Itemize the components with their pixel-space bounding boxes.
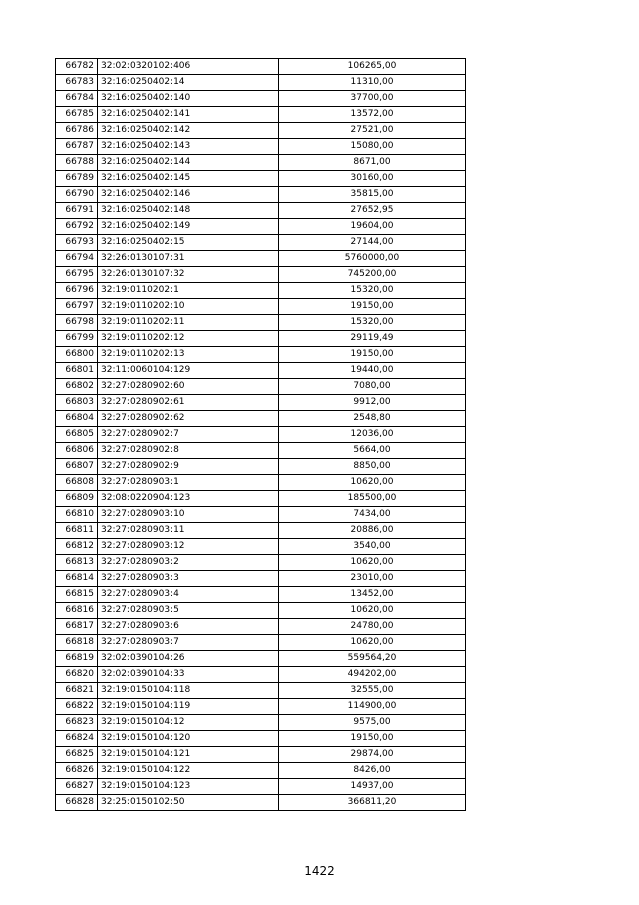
table-row [56,427,466,443]
row-number-cell: 66807 [56,459,98,475]
cadastral-value-cell: 7434,00 [279,507,466,523]
cadastral-number-cell: 32:16:0250402:146 [98,187,279,203]
cadastral-value-cell: 14937,00 [279,779,466,795]
cadastral-value-cell: 12036,00 [279,427,466,443]
cadastral-value-cell: 745200,00 [279,267,466,283]
cadastral-number-cell: 32:16:0250402:15 [98,235,279,251]
table-row [56,299,466,315]
cadastral-number-cell: 32:11:0060104:129 [98,363,279,379]
cadastral-value-cell: 10620,00 [279,475,466,491]
row-number-cell: 66782 [56,59,98,75]
cadastral-number-cell: 32:19:0150104:118 [98,683,279,699]
table-row [56,619,466,635]
row-number-cell: 66826 [56,763,98,779]
cadastral-number-cell: 32:19:0110202:13 [98,347,279,363]
row-number-cell: 66791 [56,203,98,219]
table-row [56,683,466,699]
row-number-cell: 66795 [56,267,98,283]
cadastral-number-cell: 32:02:0390104:26 [98,651,279,667]
table-row [56,715,466,731]
row-number-cell: 66820 [56,667,98,683]
row-number-cell: 66825 [56,747,98,763]
row-number-cell: 66792 [56,219,98,235]
cadastral-number-cell: 32:16:0250402:142 [98,123,279,139]
cadastral-number-cell: 32:02:0390104:33 [98,667,279,683]
row-number-cell: 66787 [56,139,98,155]
cadastral-value-cell: 15320,00 [279,315,466,331]
cadastral-value-cell: 27521,00 [279,123,466,139]
row-number-cell: 66827 [56,779,98,795]
cadastral-number-cell: 32:19:0150104:123 [98,779,279,795]
cadastral-number-cell: 32:27:0280903:10 [98,507,279,523]
row-number-cell: 66789 [56,171,98,187]
table-row [56,747,466,763]
table-row [56,203,466,219]
cadastral-value-cell: 10620,00 [279,603,466,619]
cadastral-number-cell: 32:27:0280903:11 [98,523,279,539]
cadastral-value-cell: 19150,00 [279,299,466,315]
table-row [56,651,466,667]
row-number-cell: 66828 [56,795,98,811]
cadastral-value-cell: 29119,49 [279,331,466,347]
row-number-cell: 66796 [56,283,98,299]
row-number-cell: 66821 [56,683,98,699]
cadastral-number-cell: 32:08:0220904:123 [98,491,279,507]
cadastral-value-cell: 20886,00 [279,523,466,539]
cadastral-number-cell: 32:19:0110202:11 [98,315,279,331]
row-number-cell: 66797 [56,299,98,315]
row-number-cell: 66824 [56,731,98,747]
cadastral-value-cell: 8671,00 [279,155,466,171]
table-row [56,59,466,75]
row-number-cell: 66785 [56,107,98,123]
table-row [56,187,466,203]
cadastral-value-cell: 30160,00 [279,171,466,187]
row-number-cell: 66823 [56,715,98,731]
row-number-cell: 66815 [56,587,98,603]
table-row [56,395,466,411]
row-number-cell: 66790 [56,187,98,203]
row-number-cell: 66798 [56,315,98,331]
table-row [56,75,466,91]
cadastral-number-cell: 32:19:0150104:12 [98,715,279,731]
table-row [56,603,466,619]
table-row [56,171,466,187]
table-row [56,347,466,363]
cadastral-value-cell: 5664,00 [279,443,466,459]
cadastral-value-cell: 9575,00 [279,715,466,731]
table-row [56,443,466,459]
row-number-cell: 66800 [56,347,98,363]
cadastral-value-cell: 19150,00 [279,731,466,747]
cadastral-number-cell: 32:27:0280903:2 [98,555,279,571]
cadastral-value-cell: 2548,80 [279,411,466,427]
cadastral-value-cell: 29874,00 [279,747,466,763]
table-row [56,523,466,539]
page-number: 1422 [304,864,335,878]
table-row [56,379,466,395]
cadastral-value-cell: 185500,00 [279,491,466,507]
row-number-cell: 66813 [56,555,98,571]
table-row [56,235,466,251]
cadastral-value-cell: 559564,20 [279,651,466,667]
cadastral-number-cell: 32:19:0150104:119 [98,699,279,715]
cadastral-number-cell: 32:16:0250402:143 [98,139,279,155]
row-number-cell: 66811 [56,523,98,539]
cadastral-value-cell: 32555,00 [279,683,466,699]
row-number-cell: 66794 [56,251,98,267]
table-row [56,123,466,139]
row-number-cell: 66818 [56,635,98,651]
table-row [56,315,466,331]
cadastral-value-cell: 15320,00 [279,283,466,299]
cadastral-number-cell: 32:27:0280903:12 [98,539,279,555]
table-row [56,795,466,811]
cadastral-number-cell: 32:27:0280902:60 [98,379,279,395]
cadastral-number-cell: 32:19:0150104:122 [98,763,279,779]
cadastral-value-cell: 13572,00 [279,107,466,123]
row-number-cell: 66817 [56,619,98,635]
cadastral-number-cell: 32:27:0280902:9 [98,459,279,475]
cadastral-number-cell: 32:19:0110202:12 [98,331,279,347]
table-row [56,555,466,571]
cadastral-number-cell: 32:27:0280903:6 [98,619,279,635]
cadastral-value-cell: 27652,95 [279,203,466,219]
cadastral-value-cell: 10620,00 [279,635,466,651]
row-number-cell: 66799 [56,331,98,347]
cadastral-number-cell: 32:16:0250402:144 [98,155,279,171]
cadastral-value-cell: 24780,00 [279,619,466,635]
cadastral-value-cell: 37700,00 [279,91,466,107]
cadastral-number-cell: 32:16:0250402:14 [98,75,279,91]
table-row [56,539,466,555]
cadastral-value-cell: 13452,00 [279,587,466,603]
table-row [56,699,466,715]
table-row [56,331,466,347]
cadastral-number-cell: 32:19:0150104:121 [98,747,279,763]
table-row [56,411,466,427]
row-number-cell: 66801 [56,363,98,379]
row-number-cell: 66816 [56,603,98,619]
cadastral-number-cell: 32:16:0250402:149 [98,219,279,235]
table-row [56,507,466,523]
table-row [56,283,466,299]
cadastral-number-cell: 32:27:0280902:8 [98,443,279,459]
cadastral-number-cell: 32:16:0250402:141 [98,107,279,123]
cadastral-number-cell: 32:27:0280902:62 [98,411,279,427]
table-row [56,107,466,123]
row-number-cell: 66786 [56,123,98,139]
table-row [56,267,466,283]
row-number-cell: 66819 [56,651,98,667]
table-row [56,139,466,155]
cadastral-value-cell: 27144,00 [279,235,466,251]
row-number-cell: 66809 [56,491,98,507]
table-row [56,459,466,475]
cadastral-value-cell: 9912,00 [279,395,466,411]
table-row [56,635,466,651]
cadastral-value-cell: 8850,00 [279,459,466,475]
row-number-cell: 66805 [56,427,98,443]
cadastral-value-cell: 10620,00 [279,555,466,571]
cadastral-number-cell: 32:16:0250402:145 [98,171,279,187]
cadastral-number-cell: 32:25:0150102:50 [98,795,279,811]
table-row [56,763,466,779]
table-row [56,667,466,683]
cadastral-number-cell: 32:19:0110202:1 [98,283,279,299]
row-number-cell: 66814 [56,571,98,587]
row-number-cell: 66810 [56,507,98,523]
cadastral-value-cell: 19604,00 [279,219,466,235]
cadastral-number-cell: 32:19:0150104:120 [98,731,279,747]
row-number-cell: 66783 [56,75,98,91]
table-body [56,59,466,811]
table-row [56,779,466,795]
cadastral-value-table [55,58,466,811]
row-number-cell: 66812 [56,539,98,555]
cadastral-value-cell: 8426,00 [279,763,466,779]
table-row [56,363,466,379]
cadastral-number-cell: 32:27:0280903:4 [98,587,279,603]
cadastral-value-cell: 15080,00 [279,139,466,155]
cadastral-number-cell: 32:16:0250402:148 [98,203,279,219]
cadastral-value-cell: 3540,00 [279,539,466,555]
table-row [56,587,466,603]
cadastral-number-cell: 32:26:0130107:31 [98,251,279,267]
row-number-cell: 66784 [56,91,98,107]
cadastral-number-cell: 32:26:0130107:32 [98,267,279,283]
table-row [56,219,466,235]
row-number-cell: 66788 [56,155,98,171]
cadastral-number-cell: 32:27:0280902:7 [98,427,279,443]
cadastral-value-cell: 7080,00 [279,379,466,395]
cadastral-number-cell: 32:02:0320102:406 [98,59,279,75]
table-row [56,571,466,587]
cadastral-value-cell: 11310,00 [279,75,466,91]
cadastral-value-cell: 366811,20 [279,795,466,811]
row-number-cell: 66793 [56,235,98,251]
table-row [56,475,466,491]
table-row [56,731,466,747]
table-row [56,491,466,507]
cadastral-number-cell: 32:27:0280902:61 [98,395,279,411]
cadastral-number-cell: 32:27:0280903:5 [98,603,279,619]
table-row [56,251,466,267]
cadastral-number-cell: 32:27:0280903:3 [98,571,279,587]
row-number-cell: 66803 [56,395,98,411]
cadastral-value-cell: 106265,00 [279,59,466,75]
cadastral-value-cell: 19150,00 [279,347,466,363]
row-number-cell: 66804 [56,411,98,427]
cadastral-number-cell: 32:16:0250402:140 [98,91,279,107]
cadastral-value-cell: 494202,00 [279,667,466,683]
cadastral-value-cell: 114900,00 [279,699,466,715]
cadastral-value-cell: 23010,00 [279,571,466,587]
table-row [56,155,466,171]
row-number-cell: 66802 [56,379,98,395]
cadastral-number-cell: 32:27:0280903:1 [98,475,279,491]
table-row [56,91,466,107]
cadastral-number-cell: 32:19:0110202:10 [98,299,279,315]
cadastral-value-cell: 5760000,00 [279,251,466,267]
cadastral-value-cell: 19440,00 [279,363,466,379]
row-number-cell: 66806 [56,443,98,459]
cadastral-value-cell: 35815,00 [279,187,466,203]
row-number-cell: 66822 [56,699,98,715]
cadastral-number-cell: 32:27:0280903:7 [98,635,279,651]
row-number-cell: 66808 [56,475,98,491]
